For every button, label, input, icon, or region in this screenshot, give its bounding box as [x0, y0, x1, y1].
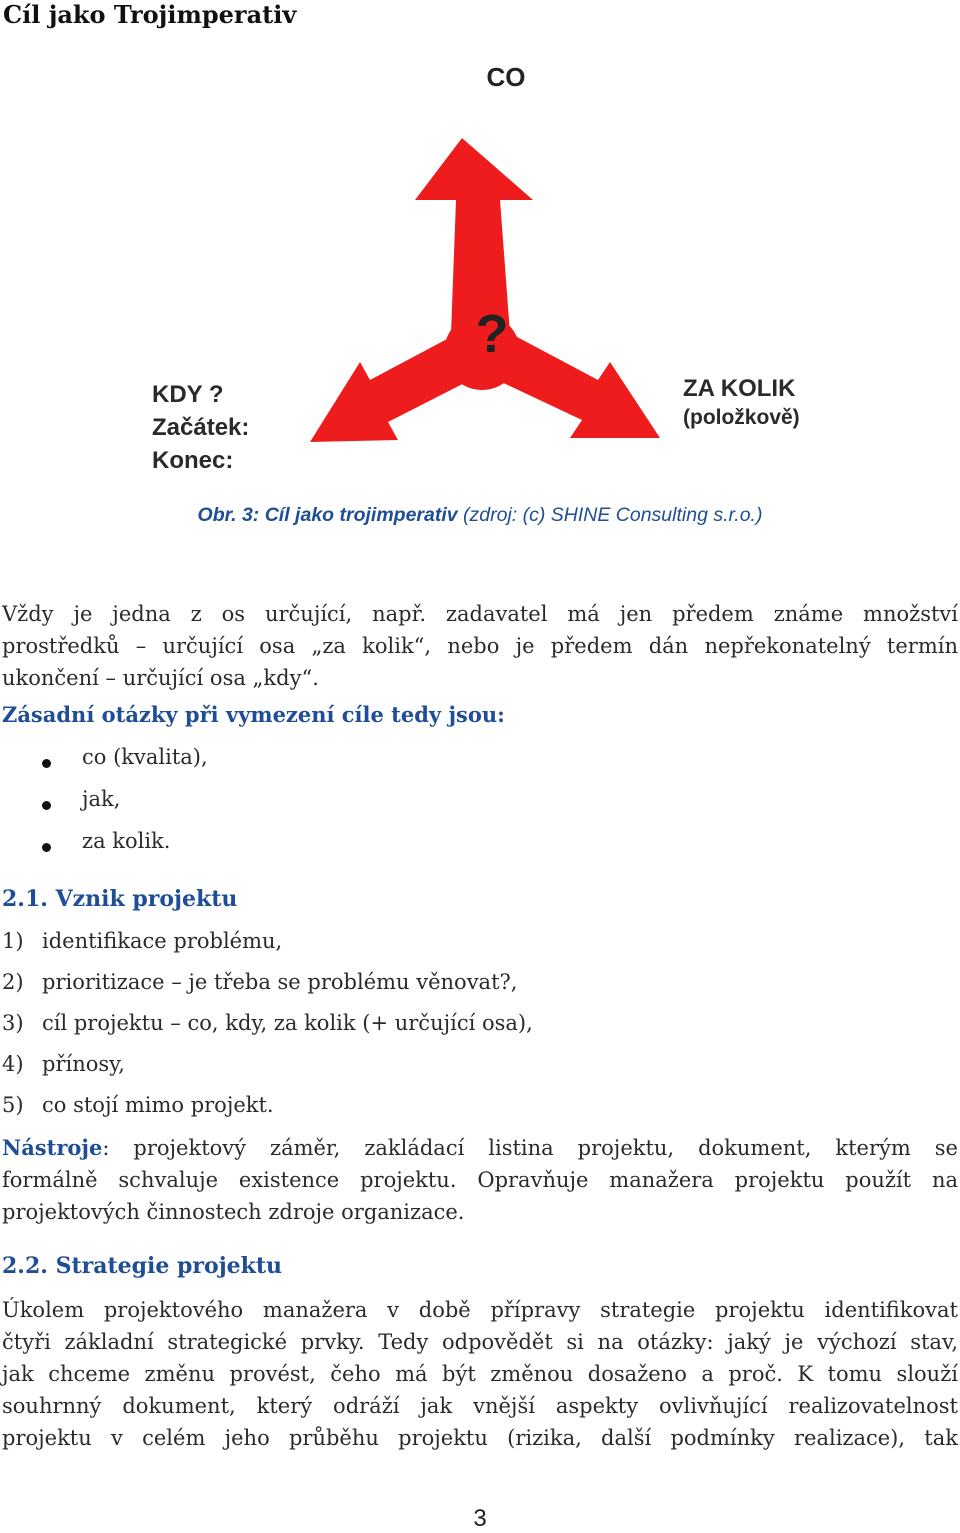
- tools-paragraph-line: [2, 1132, 958, 1164]
- list-item-text: za kolik.: [82, 829, 171, 853]
- label-question-mark: ?: [475, 304, 509, 364]
- paragraph-line: Vždy je jedna z os určující, např. zadavatel má jen předem známe množství: [2, 602, 958, 626]
- paragraph-line: projektu v celém jeho průběhu projektu (rizika, další podmínky realizace), tak: [2, 1426, 958, 1450]
- tools-paragraph-line: formálně schvaluje existence projektu. Opravňuje manažera projektu použít na: [2, 1168, 958, 1192]
- page-title: Cíl jako Trojimperativ: [3, 0, 297, 29]
- page-number: 3: [473, 1505, 487, 1532]
- bullet-icon: [42, 843, 51, 852]
- item-text: co stojí mimo projekt.: [42, 1093, 274, 1117]
- section-heading: 2.2. Strategie projektu: [2, 1253, 283, 1279]
- paragraph-line: Úkolem projektového manažera v době přípravy strategie projektu identifikovat: [2, 1298, 958, 1322]
- label-kdy: KDY ?: [152, 381, 224, 408]
- list-item-text: co (kvalita),: [82, 745, 208, 769]
- numbered-item: [2, 970, 517, 994]
- label-polozkove: (položkově): [683, 406, 800, 429]
- item-number: 4): [2, 1052, 24, 1076]
- figure-caption: [0, 504, 960, 527]
- item-number: 1): [2, 929, 24, 953]
- caption-source: (zdroj: (c) SHINE Consulting s.r.o.): [457, 504, 763, 526]
- tools-text: : projektový záměr, zakládací listina projektu, dokument, kterým se: [102, 1136, 958, 1160]
- item-number: 2): [2, 970, 24, 994]
- numbered-item: [2, 1052, 125, 1076]
- red-arrows: [310, 138, 660, 442]
- paragraph-line: ukončení – určující osa „kdy“.: [2, 666, 319, 690]
- paragraph-line: prostředků – určující osa „za kolik“, nebo je předem dán nepřekonatelný termín: [2, 634, 958, 658]
- list-item-text: jak,: [82, 787, 121, 811]
- item-text: cíl projektu – co, kdy, za kolik (+ určující osa),: [42, 1011, 533, 1035]
- label-za-kolik: ZA KOLIK: [683, 375, 796, 402]
- label-co: CO: [486, 62, 526, 92]
- tools-paragraph-line: projektových činnostech zdroje organizace.: [2, 1200, 465, 1224]
- numbered-item: [2, 929, 282, 953]
- item-text: prioritizace – je třeba se problému věnovat?,: [42, 970, 518, 994]
- bullet-icon: [42, 801, 51, 810]
- label-zacatek: Začátek:: [152, 414, 250, 441]
- numbered-item: [2, 1011, 533, 1035]
- paragraph-line: jak chceme změnu provést, čeho má být změnou dosaženo a proč. K tomu slouží: [2, 1362, 958, 1386]
- label-konec: Konec:: [152, 447, 234, 474]
- bullet-icon: [42, 759, 51, 768]
- item-number: 5): [2, 1093, 24, 1117]
- questions-title: Zásadní otázky při vymezení cíle tedy jsou:: [2, 702, 505, 727]
- section-heading: 2.1. Vznik projektu: [2, 886, 238, 912]
- item-number: 3): [2, 1011, 24, 1035]
- item-text: identifikace problému,: [42, 929, 283, 953]
- caption-title: Obr. 3: Cíl jako trojimperativ: [197, 504, 458, 526]
- paragraph-line: čtyři základní strategické prvky. Tedy odpovědět si na otázky: jaký je výchozí stav,: [2, 1330, 958, 1354]
- numbered-item: [2, 1093, 274, 1117]
- paragraph-line: souhrnný dokument, který odráží jak vnější aspekty ovlivňující realizovatelnost: [2, 1394, 958, 1418]
- trojimperativ-figure: [120, 40, 840, 490]
- tools-label: Nástroje: [2, 1135, 103, 1160]
- item-text: přínosy,: [42, 1052, 125, 1076]
